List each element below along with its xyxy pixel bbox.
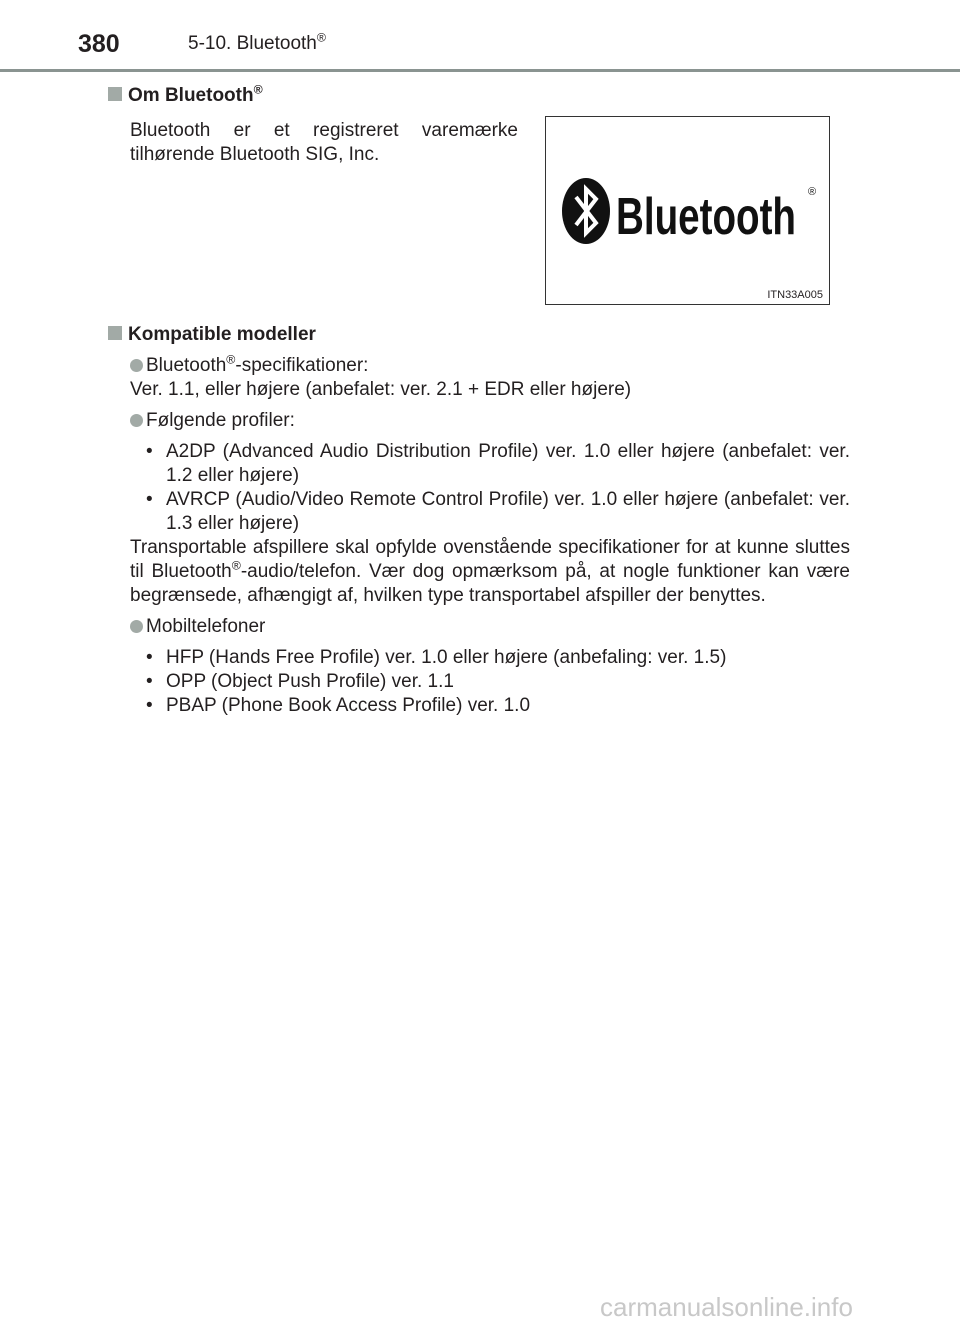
phones-label: Mobiltelefoner (146, 616, 266, 637)
note-paragraph (130, 536, 850, 608)
list-item: • OPP (Object Push Profile) ver. 1.1 (146, 671, 454, 692)
spec-label-suffix: -specifikationer: (235, 355, 369, 376)
section-title-text: 5-10. Bluetooth (188, 33, 317, 54)
list-item-text: OPP (Object Push Profile) ver. 1.1 (166, 671, 454, 692)
list-item-text: A2DP (Advanced Audio Distribution Profile) ver. 1.0 eller højere (anbefalet: ver. 1.2 eller højere) (166, 441, 850, 486)
list-item: • A2DP (Advanced Audio Distribution Profile) ver. 1.0 eller højere (anbefalet: ver. 1.2 eller højere) (146, 441, 850, 486)
profiles-item (130, 409, 850, 433)
heading-about (108, 84, 850, 108)
profiles-label: Følgende profiler: (146, 410, 295, 431)
reg-mark: ® (253, 82, 263, 97)
section-title (188, 30, 326, 55)
logo-text: Bluetooth (616, 188, 796, 246)
spec-text: Ver. 1.1, eller højere (anbefalet: ver. 2.1 + EDR eller højere) (130, 379, 632, 400)
logo-reg: ® (808, 186, 817, 198)
about-section (130, 119, 850, 305)
page-number: 380 (78, 30, 120, 58)
heading-about-text: Om Bluetooth (128, 85, 254, 106)
list-item-text: AVRCP (Audio/Video Remote Control Profile) ver. 1.0 eller højere (anbefalet: ver. 1.3 eller højere) (166, 489, 850, 534)
spec-label: Bluetooth (146, 355, 227, 376)
square-bullet-icon (108, 87, 122, 101)
phones-item (130, 615, 850, 639)
reg-mark: ® (231, 558, 241, 573)
list-item: • AVRCP (Audio/Video Remote Control Profile) ver. 1.0 eller højere (anbefalet: ver. 1.3 eller højere) (146, 489, 850, 534)
page-content (108, 84, 850, 718)
bluetooth-logo-icon (546, 117, 829, 304)
list-item: • PBAP (Phone Book Access Profile) ver. 1.0 (146, 695, 531, 716)
profiles-list (146, 440, 850, 536)
bluetooth-logo-figure (545, 116, 830, 305)
phones-list (146, 646, 850, 718)
heading-compatible-text: Kompatible modeller (128, 324, 316, 345)
watermark: carmanualsonline.info (600, 1292, 853, 1322)
heading-compatible (108, 323, 850, 347)
about-paragraph: Bluetooth er et registreret varemærke tilhørende Bluetooth SIG, Inc. (130, 120, 518, 165)
spec-item (130, 354, 850, 402)
circle-bullet-icon (130, 414, 143, 427)
reg-mark: ® (226, 352, 236, 367)
header-rule (0, 69, 960, 72)
note-text-2: -audio/telefon. Vær dog opmærksom på, at nogle funktioner kan være begrænsede, afhængigt af, hvilken type transportabel afspiller der benyttes. (130, 561, 850, 606)
circle-bullet-icon (130, 359, 143, 372)
circle-bullet-icon (130, 620, 143, 633)
list-item-text: PBAP (Phone Book Access Profile) ver. 1.0 (166, 695, 531, 716)
list-item-text: HFP (Hands Free Profile) ver. 1.0 eller højere (anbefaling: ver. 1.5) (166, 647, 727, 668)
note-text-1: Transportable afspillere skal opfylde ovenstående specifikationer for at kunne sluttes til Bluetooth (130, 537, 850, 582)
list-item: • HFP (Hands Free Profile) ver. 1.0 eller højere (anbefaling: ver. 1.5) (146, 647, 727, 668)
square-bullet-icon (108, 326, 122, 340)
reg-mark: ® (316, 30, 326, 45)
figure-code: ITN33A005 (767, 289, 823, 301)
